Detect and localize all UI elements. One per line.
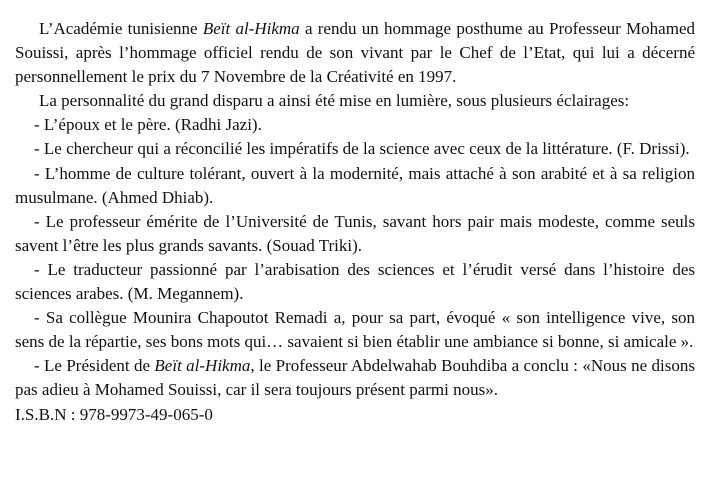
list-item: - L’homme de culture tolérant, ouvert à la modernité, mais attaché à son arabité et à sa religion musulmane. (Ahmed Dhiab). xyxy=(15,163,695,207)
list-item: - Le professeur émérite de l’Université de Tunis, savant hors pair mais modeste, comme seuls savent l’être les plus grands savants. (Souad Triki). xyxy=(15,211,695,255)
conclusion-text-start: - Le Président de xyxy=(34,356,155,376)
conclusion-text-end: , le Professeur Abdelwahab Bouhdiba a conclu : «Nous ne disons pas adieu à Mohamed Souissi, car il sera toujours présent parmi nous». xyxy=(15,356,695,400)
isbn-line: I.S.B.N : 978-9973-49-065-0 xyxy=(15,404,213,424)
list-item: - L’époux et le père. (Radhi Jazi). xyxy=(34,115,262,135)
list-item: - Sa collègue Mounira Chapoutot Remadi a, pour sa part, évoqué « son intelligence vive, son sens de la répartie, ses bons mots qui… savaient si bien établir une ambiance si bonne, si amicale ». xyxy=(15,308,695,352)
list-item: - Le traducteur passionné par l’arabisation des sciences et l’érudit versé dans l’histoire des sciences arabes. (M. Megannem). xyxy=(15,259,695,304)
intro-paragraph xyxy=(15,17,695,89)
intro-text-end: a rendu un hommage posthume au Professeur Mohamed Souissi, après l’hommage officiel rendu de son vivant par le Chef de l’Etat, qui lui a décerné personnellement le prix du 7 Novembre de la Créativité en 1997. xyxy=(15,19,695,87)
list-item: - Le chercheur qui a réconcilié les impératifs de la science avec ceux de la littérature. (F. Drissi). xyxy=(34,139,690,159)
intro-text-start: L’Académie tunisienne xyxy=(39,19,203,38)
institution-name: Beït al-Hikma xyxy=(154,356,251,376)
institution-name: Beït al-Hikma xyxy=(202,19,300,38)
personality-paragraph: La personnalité du grand disparu a ainsi été mise en lumière, sous plusieurs éclairages: xyxy=(39,91,630,111)
conclusion-paragraph xyxy=(15,354,695,402)
